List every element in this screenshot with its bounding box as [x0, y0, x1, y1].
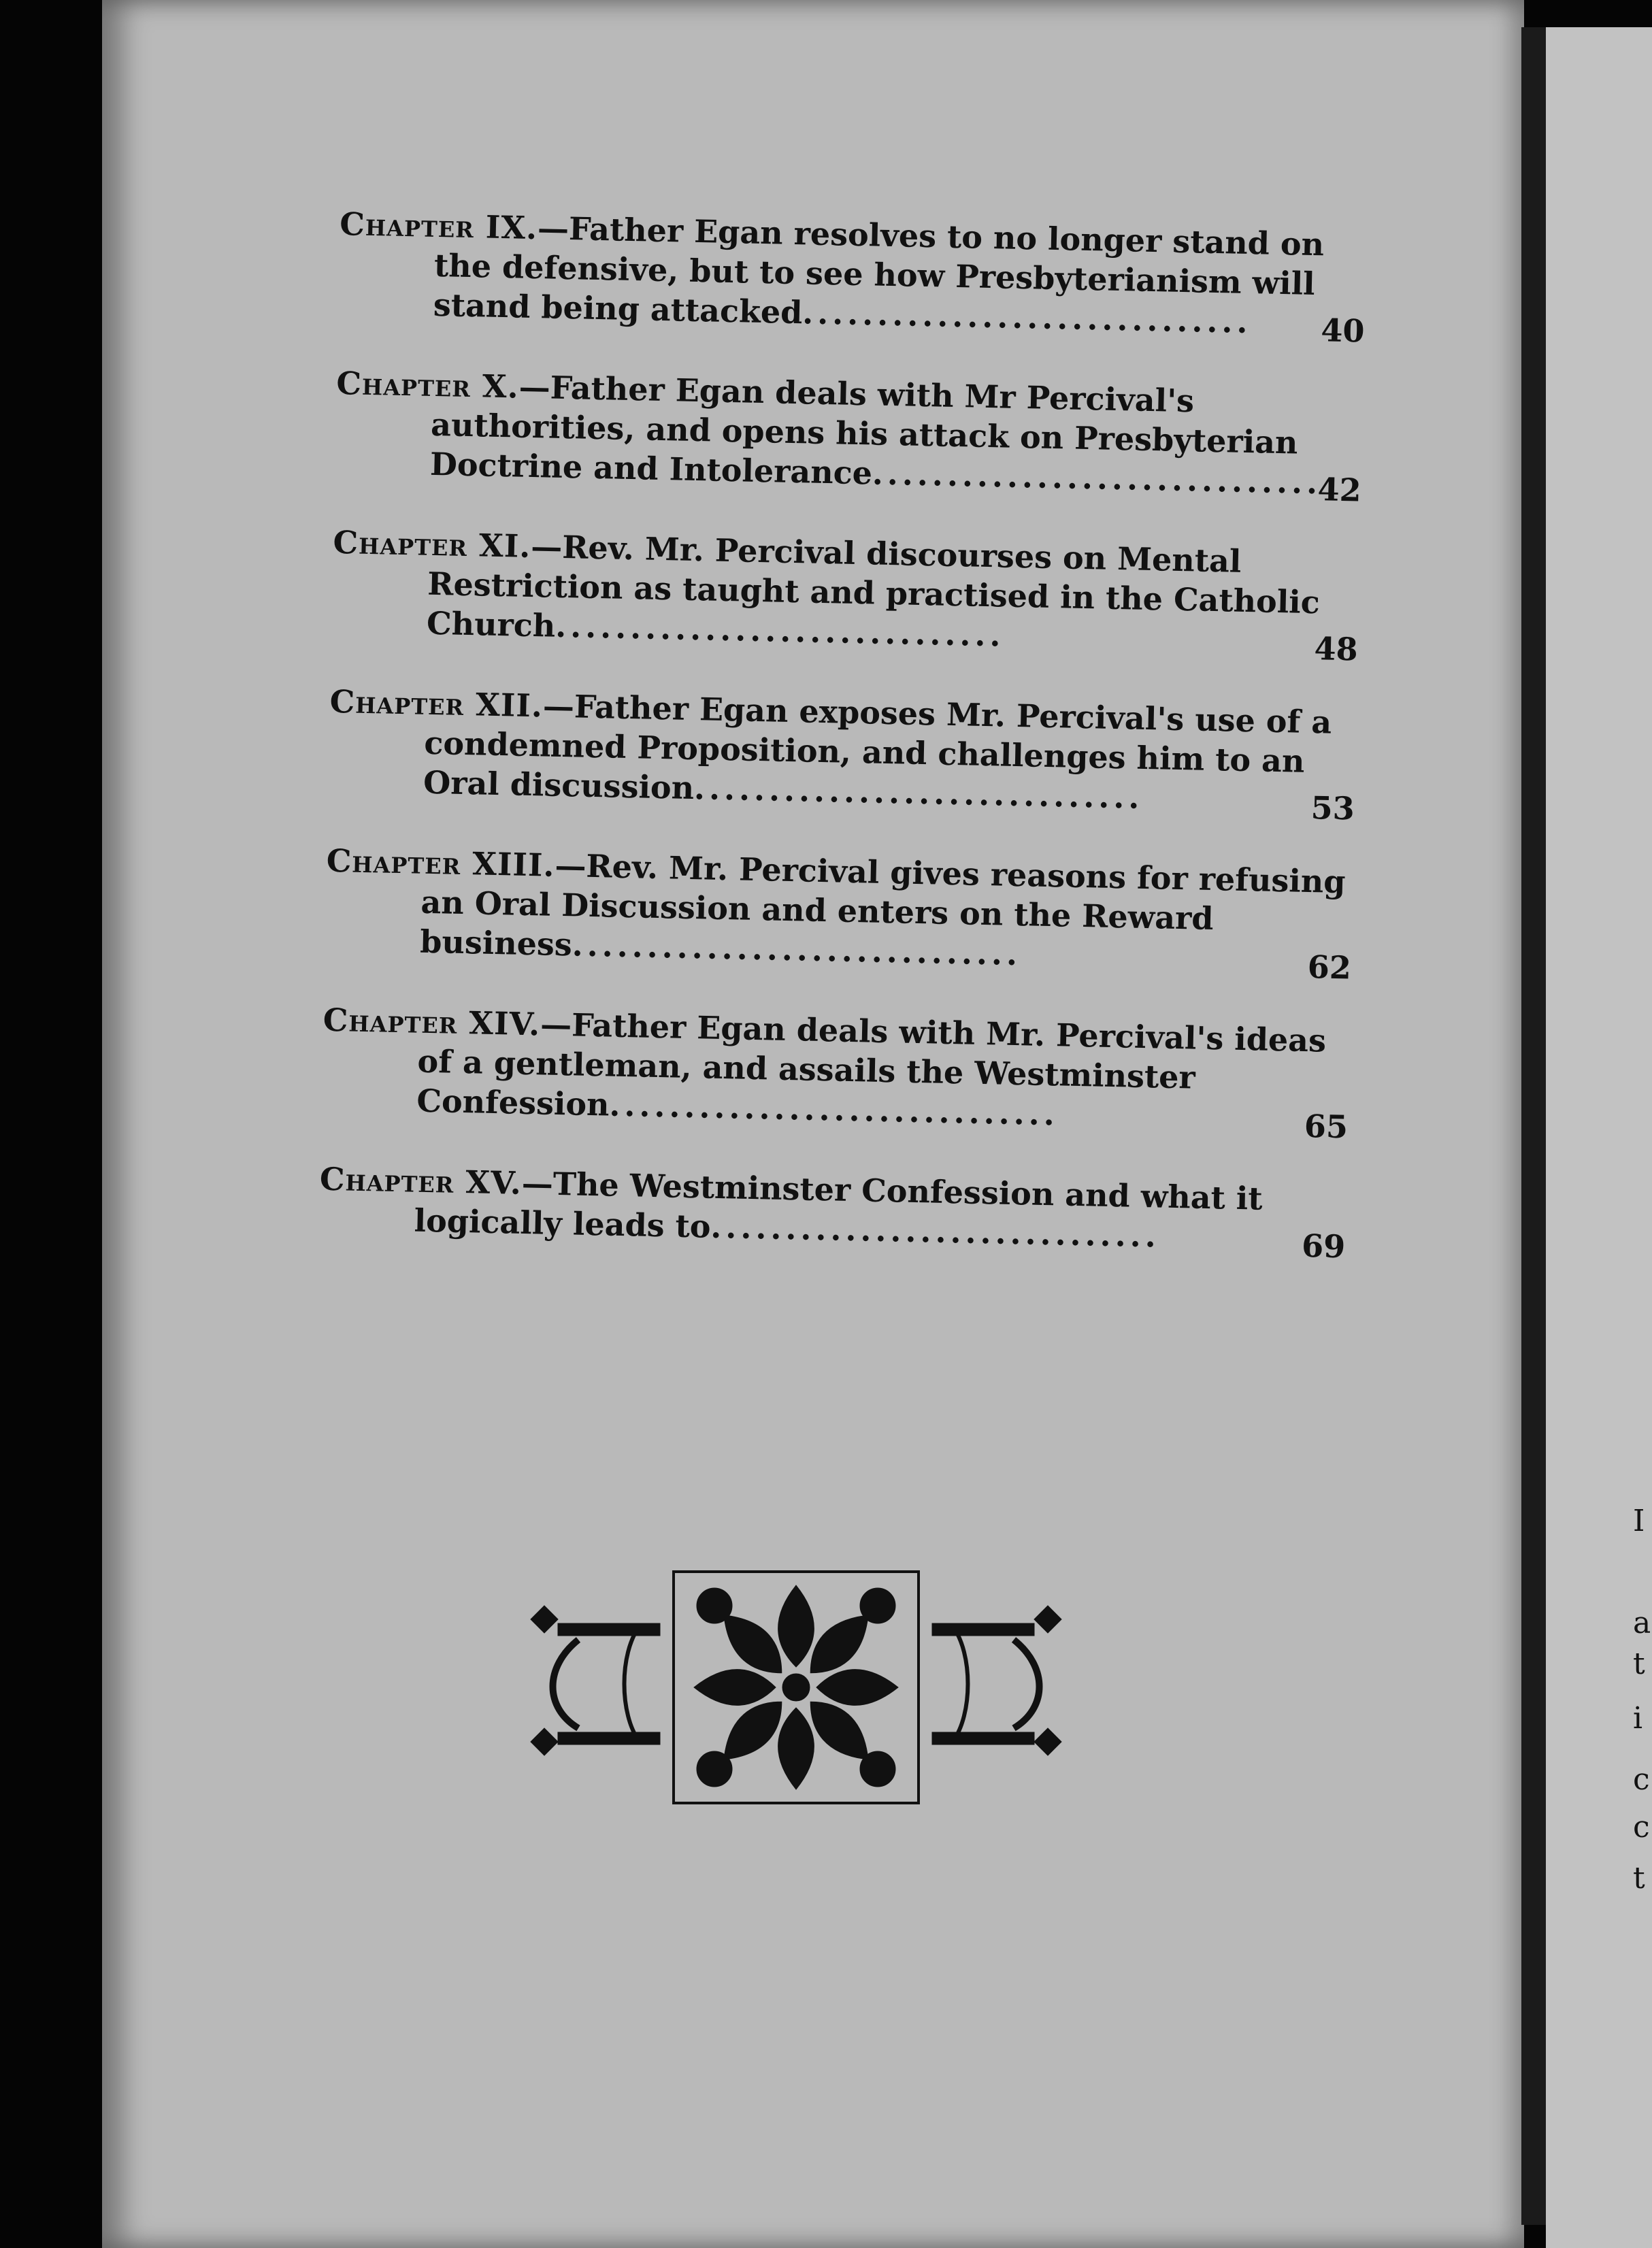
edge-letter: t: [1633, 1647, 1645, 1681]
floral-ornament-icon: [503, 1565, 1089, 1810]
book-spine: [1521, 27, 1546, 2225]
chapter-description: —Rev. Mr. Percival discourses on Mental Restriction as taught and practised in the Catholic Church: [426, 527, 1321, 644]
edge-letter: I: [1633, 1504, 1645, 1538]
chapter-description: —Father Egan exposes Mr. Percival's use of a condemned Proposition, and challenges him to an Oral discussion: [423, 687, 1332, 807]
chapter-label: Chapter XII.: [329, 682, 544, 725]
chapter-label: Chapter XI.: [333, 523, 531, 565]
dot-leader: ..............................: [710, 1208, 1161, 1255]
edge-letter: i: [1633, 1701, 1643, 1736]
toc-entry: [337, 204, 1366, 350]
toc-entry: [328, 682, 1355, 827]
chapter-description: —Father Egan deals with Mr. Percival's ideas of a gentleman, and assails the Westminster Confession: [416, 1006, 1327, 1123]
toc-entry: [331, 523, 1359, 668]
page-number: 48: [1314, 630, 1359, 668]
toc-entry: [325, 841, 1352, 987]
page-number: 42: [1317, 471, 1362, 509]
chapter-description: —The Westminster Confession and what it logically leads to: [414, 1164, 1263, 1245]
dot-leader: ..............................: [872, 454, 1322, 501]
dot-leader: ..............................: [693, 770, 1144, 816]
page-number: 62: [1307, 948, 1352, 987]
next-page-edge: [1546, 27, 1652, 2248]
chapter-label: Chapter IX.: [339, 205, 538, 247]
toc-entry: [321, 1000, 1349, 1146]
dot-leader: ..............................: [802, 294, 1253, 341]
page-number: 65: [1304, 1107, 1349, 1146]
page-number: 69: [1301, 1227, 1346, 1266]
chapter-label: Chapter XIV.: [323, 1001, 541, 1043]
chapter-label: Chapter XIII.: [326, 842, 556, 884]
dot-leader: ..............................: [555, 607, 1006, 654]
edge-letter: t: [1633, 1861, 1645, 1896]
page-number: 53: [1310, 789, 1355, 827]
chapter-label: Chapter X.: [335, 364, 520, 406]
chapter-description: —Father Egan deals with Mr Percival's authorities, and opens his attack on Presbyterian Doctrine and Intolerance: [429, 368, 1299, 492]
edge-letter: c: [1633, 1810, 1650, 1845]
dot-leader: ..............................: [572, 926, 1022, 973]
page-number: 40: [1320, 312, 1366, 350]
toc-entry: [318, 1159, 1346, 1266]
chapter-label: Chapter XV.: [319, 1160, 523, 1202]
edge-letter: c: [1633, 1762, 1650, 1797]
chapter-description: —Rev. Mr. Percival gives reasons for refusing an Oral Discussion and enters on the Reward business: [419, 846, 1347, 963]
dot-leader: ..............................: [608, 1086, 1059, 1133]
table-of-contents: [318, 204, 1366, 1299]
edge-letter: a: [1633, 1606, 1651, 1640]
chapter-description: —Father Egan resolves to no longer stand on the defensive, but to see how Presbyterianism will stand being attacked: [433, 210, 1325, 331]
toc-entry: [334, 363, 1362, 509]
